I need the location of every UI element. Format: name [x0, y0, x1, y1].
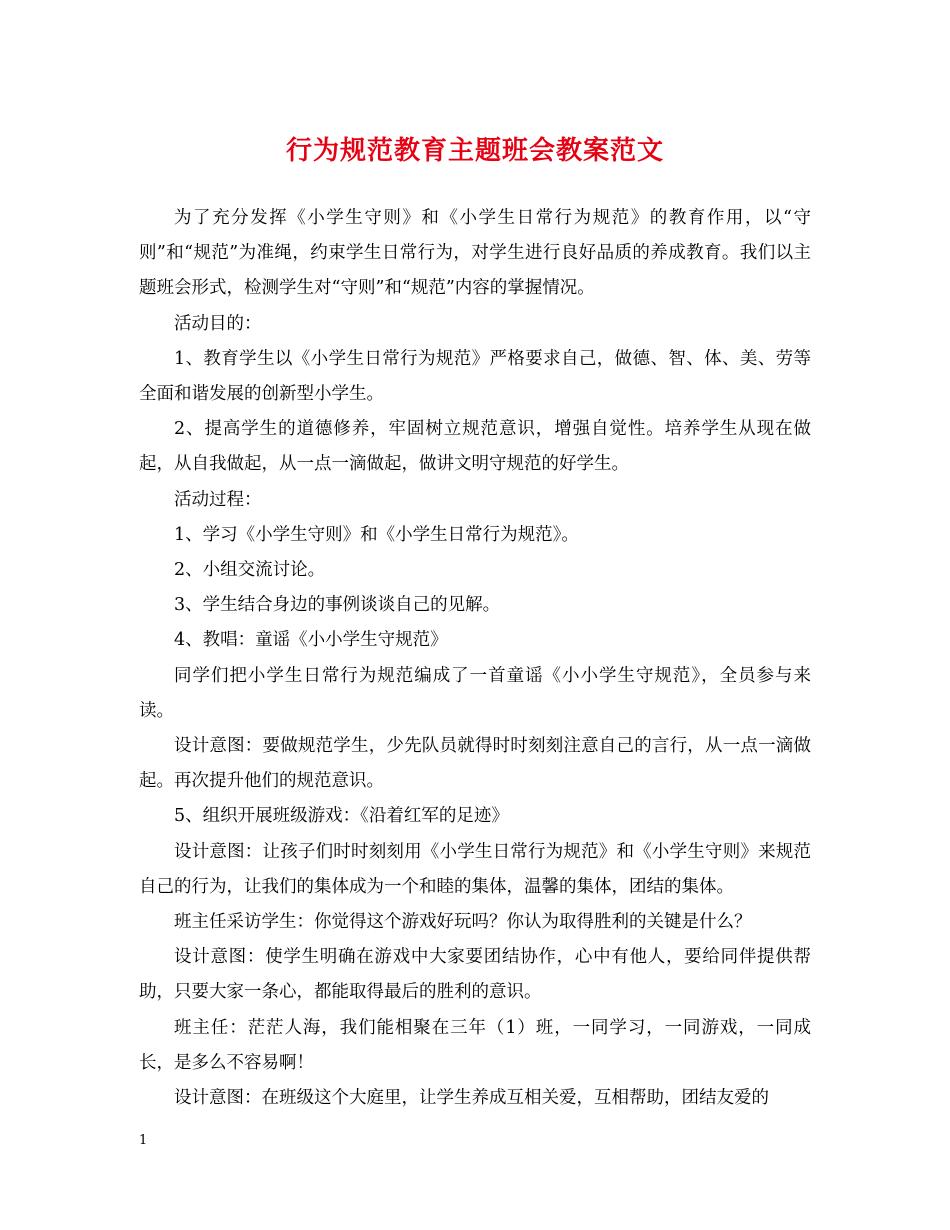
page-number: 1	[139, 1133, 148, 1148]
document-title: 行为规范教育主题班会教案范文	[285, 136, 664, 166]
paragraph-design-intent-4: 设计意图：在班级这个大庭里，让学生养成互相关爱，互相帮助，团结友爱的	[174, 1088, 769, 1109]
paragraph-design-intent-2: 设计意图：让孩子们时时刻刻用《小学生日常行为规范》和《小学生守则》来规范自己的行为，让我们的集体成为一个和睦的集体，温馨的集体，团结的集体。	[139, 841, 811, 897]
paragraph-process-heading: 活动过程：	[174, 489, 262, 510]
paragraph-design-intent-1: 设计意图：要做规范学生，少先队员就得时时刻刻注意自己的言行，从一点一滴做起。再次提升他们的规范意识。	[139, 736, 811, 792]
paragraph-goal-2: 2、提高学生的道德修养，牢固树立规范意识，增强自觉性。培养学生从现在做起，从自我做起，从一点一滴做起，做讲文明守规范的好学生。	[139, 419, 811, 475]
paragraph-interview: 班主任采访学生：你觉得这个游戏好玩吗？你认为取得胜利的关键是什么？	[174, 912, 752, 933]
paragraph-rhyme: 同学们把小学生日常行为规范编成了一首童谣《小小学生守规范》，全员参与来读。	[139, 665, 811, 721]
document-body	[139, 201, 811, 1116]
paragraph-design-intent-3: 设计意图：使学生明确在游戏中大家要团结协作，心中有他人，要给同伴提供帮助，只要大家一条心，都能取得最后的胜利的意识。	[139, 947, 811, 1003]
paragraph-goal-heading: 活动目的：	[174, 313, 262, 334]
paragraph-process-5: 5、组织开展班级游戏：《沿着红军的足迹》	[174, 806, 509, 827]
paragraph-process-1: 1、学习《小学生守则》和《小学生日常行为规范》。	[174, 524, 579, 545]
paragraph-process-2: 2、小组交流讨论。	[174, 560, 326, 581]
paragraph-process-3: 3、学生结合身边的事例谈谈自己的见解。	[174, 595, 501, 616]
paragraph-process-4: 4、教唱：童谣《小小学生守规范》	[174, 630, 448, 651]
paragraph-intro: 为了充分发挥《小学生守则》和《小学生日常行为规范》的教育作用，以“守则”和“规范”为准绳，约束学生日常行为，对学生进行良好品质的养成教育。我们以主题班会形式，检测学生对“守则”和“规范”内容的掌握情况。	[139, 208, 811, 299]
paragraph-teacher-remark: 班主任：茫茫人海，我们能相聚在三年（1）班，一同学习，一同游戏，一同成长，是多么不容易啊！	[139, 1017, 811, 1073]
paragraph-goal-1: 1、教育学生以《小学生日常行为规范》严格要求自己，做德、智、体、美、劳等全面和谐发展的创新型小学生。	[139, 348, 811, 405]
